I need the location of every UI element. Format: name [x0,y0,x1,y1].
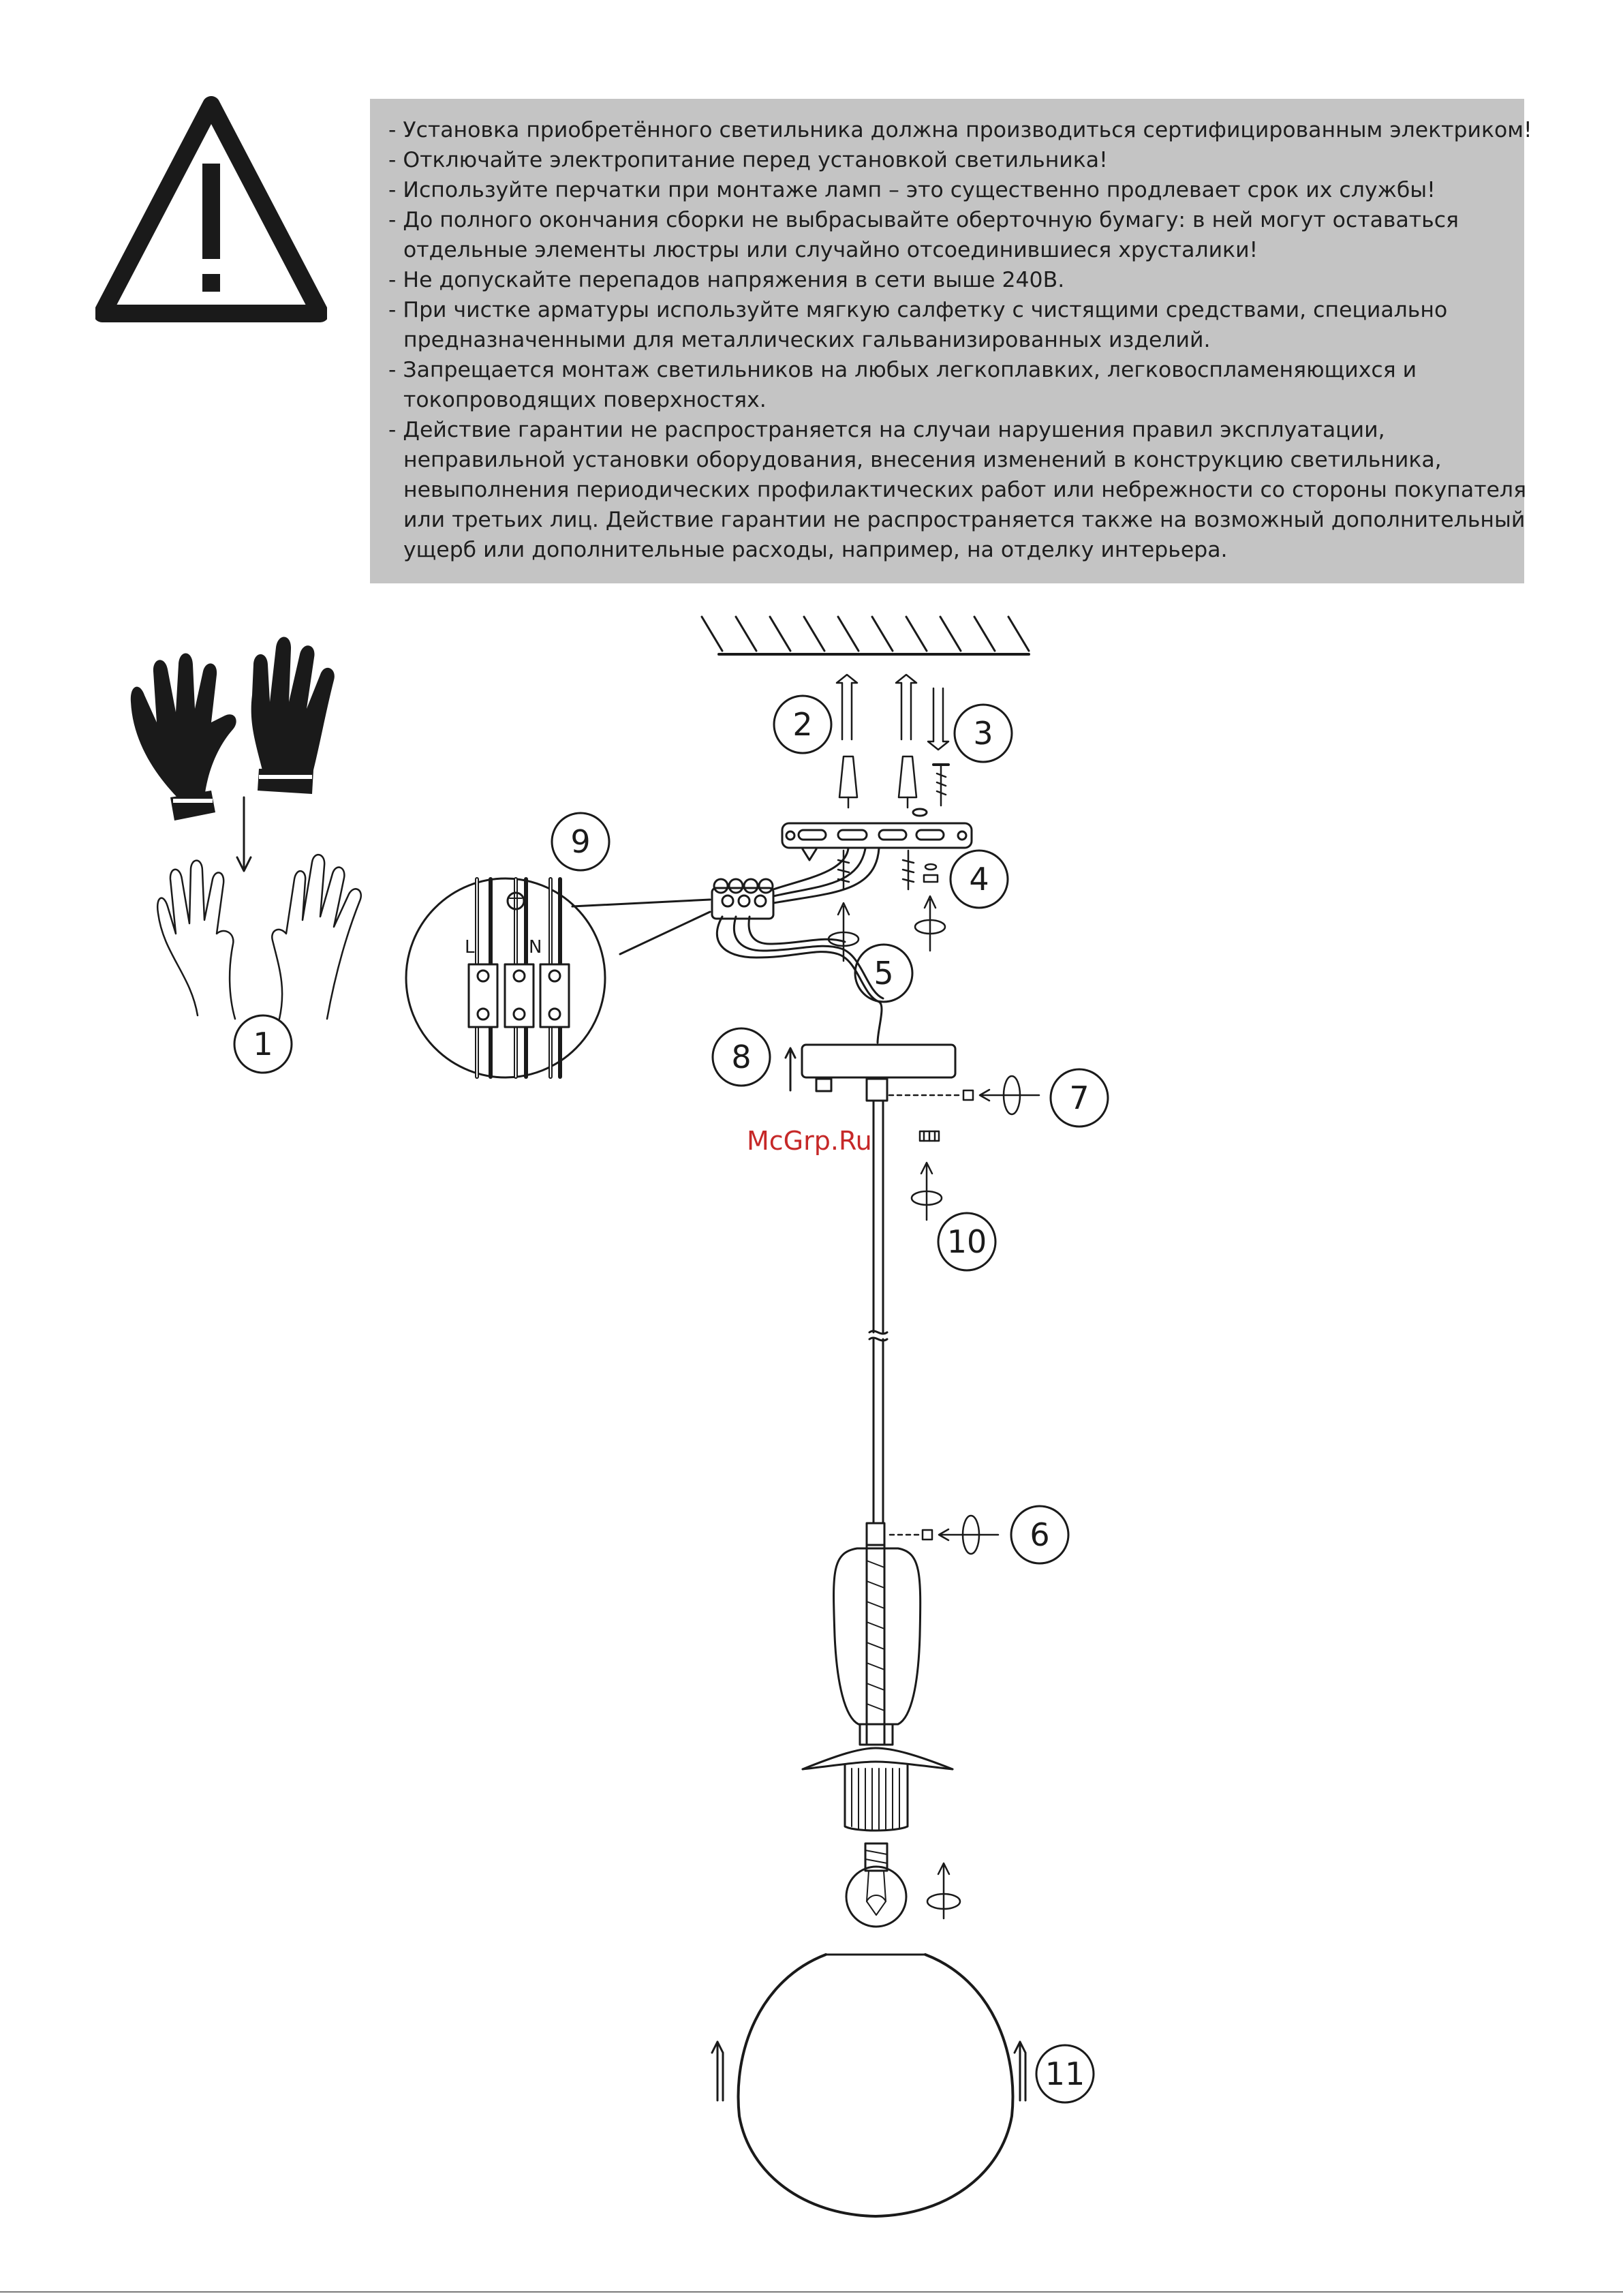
step-number-9: 9 [570,823,591,860]
warning-line: - Отключайте электропитание перед установкой светильника! [388,148,1108,172]
step-number-3: 3 [973,715,993,752]
step-number-7: 7 [1069,1080,1089,1116]
mounting-arrows [837,675,948,750]
canopy-set-screw [889,1076,1039,1114]
step-marker-1 [234,1015,292,1073]
warning-line: - Не допускайте перепадов напряжения в сети выше 240В. [388,268,1065,292]
step-marker-8 [713,1028,770,1086]
warning-line: ущерб или дополнительные расходы, например, на отделку интерьера. [403,538,1228,562]
step-marker-2 [774,696,831,753]
bracket-screws [838,851,938,889]
terminal-block [712,879,773,919]
cable-grip [912,1131,942,1220]
step-number-8: 8 [731,1039,752,1075]
step-number-10: 10 [946,1223,987,1260]
wire-label-neutral: N [529,937,542,958]
wiring-detail-callout [406,878,710,1077]
wall-plugs [839,756,948,808]
ceiling [702,617,1029,654]
step-number-11: 11 [1045,2055,1085,2092]
warning-line: отдельные элементы люстры или случайно отсоединившиеся хрусталики! [403,238,1258,262]
step-marker-9 [552,813,609,870]
step-marker-4 [950,851,1008,908]
warning-line: - Установка приобретённого светильника должна производиться сертифицированным электриком! [388,118,1532,142]
step-number-1: 1 [253,1026,273,1062]
gloves-icon [131,637,335,821]
step-marker-6 [1011,1506,1068,1563]
bare-hands-icon [157,855,361,1019]
step-number-6: 6 [1030,1516,1050,1553]
warning-line: - Действие гарантии не распространяется на случаи нарушения правил эксплуатации, [388,418,1385,442]
light-bulb [846,1843,960,1927]
step-number-2: 2 [792,706,813,743]
warning-line: - При чистке арматуры используйте мягкую салфетку с чистящими средствами, специально [388,298,1448,322]
warning-line: токопроводящих поверхностях. [403,388,767,412]
warning-line: невыполнения периодических профилактических работ или небрежности со стороны покупателя [403,478,1527,502]
supply-wires [717,848,883,1043]
step-number-4: 4 [969,861,989,898]
step-marker-11 [1036,2045,1094,2102]
canopy [786,1045,955,1101]
step-marker-10 [938,1213,995,1270]
wire-label-live: L [465,937,475,958]
watermark: McGrp.Ru [747,1126,872,1156]
step-marker-3 [955,705,1012,762]
step-marker-7 [1051,1069,1108,1127]
page-divider [0,2291,1623,2293]
holder-set-screw [890,1516,998,1554]
glass-shade [712,1955,1025,2216]
mounting-bracket [782,809,972,860]
warning-line: - Используйте перчатки при монтаже ламп – это существенно продлевает срок их службы! [388,178,1436,202]
warning-line: - Запрещается монтаж светильников на любых легкоплавких, легковоспламеняющихся и [388,358,1417,382]
warning-line: - До полного окончания сборки не выбрасывайте оберточную бумагу: в ней могут оставаться [388,208,1459,232]
warning-line: предназначенными для металлических гальванизированных изделий. [403,328,1211,352]
step-number-5: 5 [874,955,894,992]
lamp-body [803,1523,953,1831]
warning-line: или третьих лиц. Действие гарантии не распространяется также на возможный дополнительный [403,508,1526,532]
warning-line: неправильной установки оборудования, внесения изменений в конструкцию светильника, [403,448,1442,472]
suspension-cable [869,1101,887,1523]
